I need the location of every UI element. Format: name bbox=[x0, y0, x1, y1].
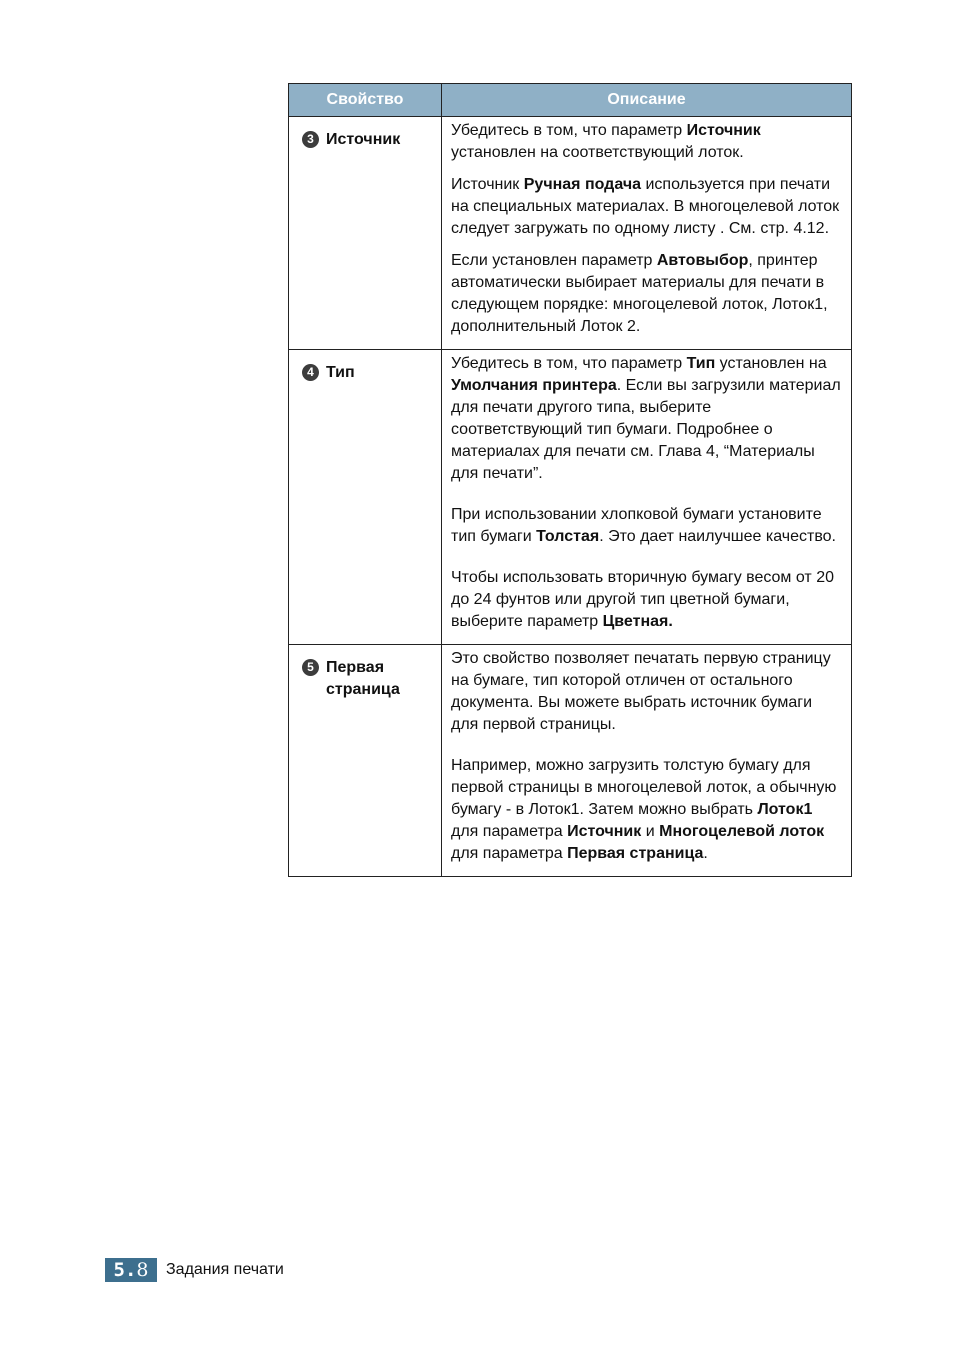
text-run: Например, можно загрузить толстую бумагу для первой страницы в многоцелевой лоток, а обычную бумагу - в Лоток1. Затем можно выбрать bbox=[451, 757, 837, 818]
text-run: и bbox=[641, 823, 660, 840]
description-paragraph bbox=[451, 120, 843, 164]
description-paragraph bbox=[451, 504, 843, 548]
property-name: Первая страница bbox=[326, 659, 400, 698]
description-paragraph bbox=[451, 648, 843, 736]
header-description: Описание bbox=[442, 84, 852, 117]
property-cell bbox=[289, 350, 442, 645]
bold-term: Цветная. bbox=[602, 613, 673, 630]
text-run: Если установлен параметр bbox=[451, 252, 657, 269]
property-cell bbox=[289, 117, 442, 350]
section-title: Задания печати bbox=[166, 1261, 284, 1278]
text-run: для параметра bbox=[451, 823, 568, 840]
property-name: Источник bbox=[326, 131, 401, 148]
bold-term: Первая страница bbox=[567, 845, 704, 862]
text-run: установлен на соответствующий лоток. bbox=[451, 144, 744, 161]
bold-term: Источник bbox=[567, 823, 642, 840]
table-header-row bbox=[289, 84, 852, 117]
text-run: Источник bbox=[451, 176, 524, 193]
text-run: . Это дает наилучшее качество. bbox=[599, 528, 836, 545]
description-paragraph bbox=[451, 353, 843, 485]
bold-term: Тип bbox=[686, 355, 716, 372]
bold-term: Многоцелевой лоток bbox=[659, 823, 825, 840]
bold-term: Источник bbox=[686, 122, 761, 139]
bold-term: Лоток1 bbox=[757, 801, 813, 818]
description-paragraph bbox=[451, 567, 843, 633]
bold-term: Ручная подача bbox=[523, 176, 642, 193]
text-run: для параметра bbox=[451, 845, 568, 862]
description-cell bbox=[442, 645, 852, 877]
description-paragraph bbox=[451, 755, 843, 865]
number-badge-icon: 5 bbox=[302, 659, 319, 676]
text-run: Чтобы использовать вторичную бумагу весом от 20 до 24 фунтов или другой тип цветной бумаги, выберите параметр bbox=[451, 569, 834, 630]
number-badge-icon: 3 bbox=[302, 131, 319, 148]
text-run: установлен на bbox=[715, 355, 827, 372]
description-cell bbox=[442, 350, 852, 645]
table-row bbox=[289, 350, 852, 645]
chapter-number: 5. bbox=[113, 1259, 137, 1281]
table-body bbox=[289, 117, 852, 877]
page-number-badge bbox=[105, 1258, 157, 1282]
bold-term: Толстая bbox=[536, 528, 600, 545]
property-name: Тип bbox=[326, 364, 355, 381]
page-number: 8 bbox=[136, 1259, 149, 1281]
table-row bbox=[289, 645, 852, 877]
description-paragraph bbox=[451, 250, 843, 338]
description-cell bbox=[442, 117, 852, 350]
text-run: Это свойство позволяет печатать первую страницу на бумаге, тип которой отличен от остального документа. Вы можете выбрать источник бумаги для первой страницы. bbox=[451, 650, 831, 733]
text-run: . Если вы загрузили материал для печати другого типа, выберите соответствующий тип бумаги. Подробнее о материалах для печати см. Глава 4, “Материалы для печати”. bbox=[451, 377, 841, 482]
number-badge-icon: 4 bbox=[302, 364, 319, 381]
table-row bbox=[289, 117, 852, 350]
text-run: Убедитесь в том, что параметр bbox=[451, 122, 687, 139]
text-run: . bbox=[703, 845, 708, 862]
page-footer bbox=[105, 1258, 284, 1282]
text-run: Убедитесь в том, что параметр bbox=[451, 355, 687, 372]
description-paragraph bbox=[451, 174, 843, 240]
header-property: Свойство bbox=[289, 84, 442, 117]
bold-term: Автовыбор bbox=[656, 252, 749, 269]
property-cell bbox=[289, 645, 442, 877]
text-run: , принтер автоматически выбирает материалы для печати в следующем порядке: многоцелевой лоток, Лоток1, дополнительный Лоток 2. bbox=[451, 252, 828, 335]
text-run: При использовании хлопковой бумаги установите тип бумаги bbox=[451, 506, 822, 545]
bold-term: Умолчания принтера bbox=[451, 377, 617, 394]
property-table bbox=[288, 83, 852, 877]
text-run: используется при печати на специальных материалах. В многоцелевой лоток следует загружать по одному листу . См. стр. 4.12. bbox=[451, 176, 840, 237]
